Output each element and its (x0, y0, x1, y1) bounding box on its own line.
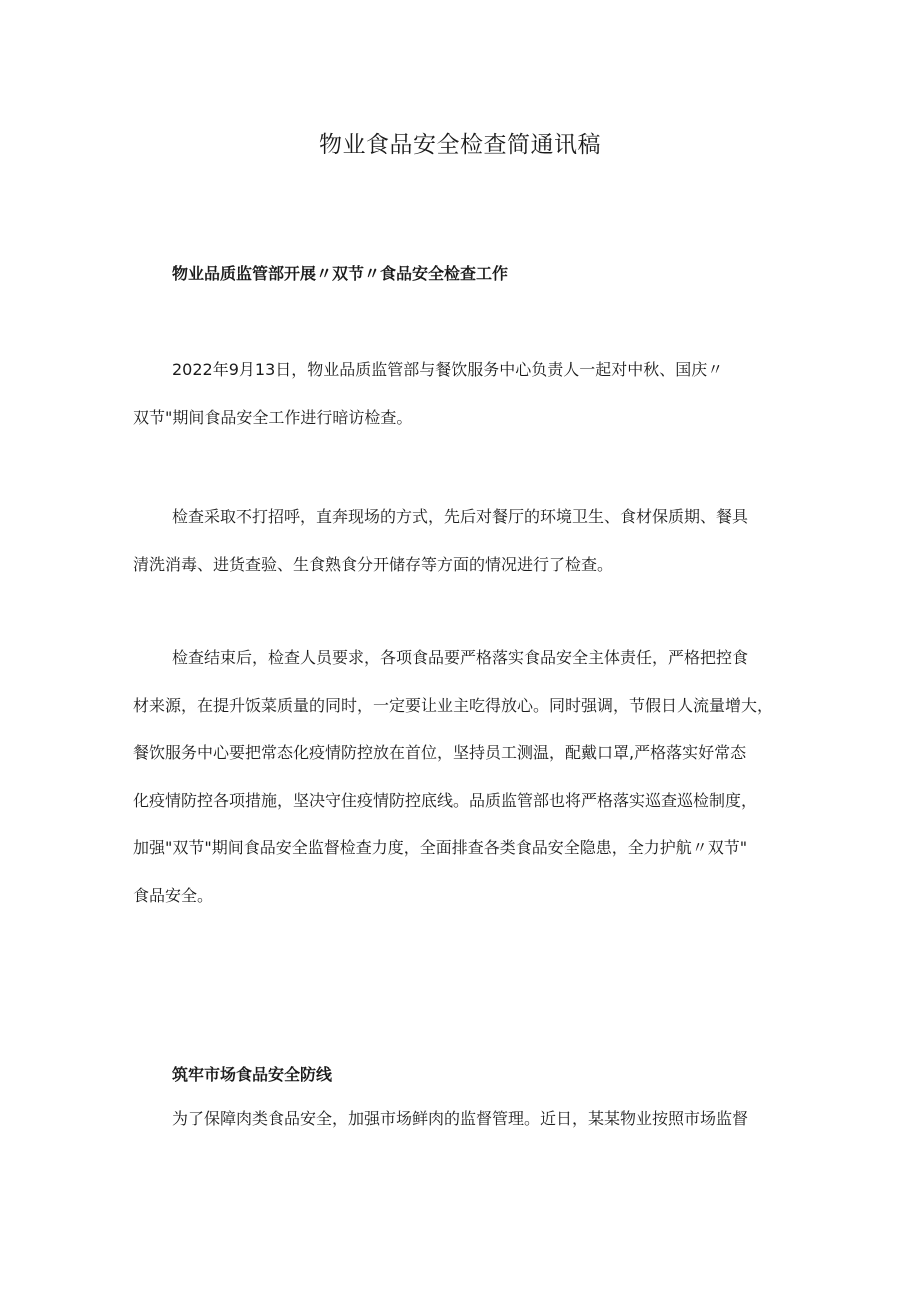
paragraph-line: 食品安全。 (133, 885, 214, 905)
paragraph-inspection-method (133, 493, 813, 588)
paragraph-line: 双节"期间食品安全工作进行暗访检查。 (133, 407, 413, 427)
section-heading-market-safety: 筑牢市场食品安全防线 (172, 1065, 333, 1084)
paragraph-line: 材来源，在提升饭菜质量的同时，一定要让业主吃得放心。同时强调，节假日人流量增大， (133, 695, 774, 715)
paragraph-line: 化疫情防控各项措施，坚决守住疫情防控底线。品质监管部也将严格落实巡查巡检制度， (133, 790, 758, 810)
paragraph-line: 2022年9月13日，物业品质监管部与餐饮服务中心负责人一起对中秋、国庆〃 (172, 360, 724, 379)
paragraph-market-meat (133, 1095, 813, 1143)
paragraph-line: 检查结束后，检查人员要求，各项食品要严格落实食品安全主体责任，严格把控食 (172, 648, 749, 667)
paragraph-inspection-date (133, 346, 813, 441)
paragraph-line: 清洗消毒、进货查验、生食熟食分开储存等方面的情况进行了检查。 (133, 554, 614, 574)
paragraph-inspection-requirements (133, 634, 813, 919)
paragraph-line: 为了保障肉类食品安全，加强市场鲜肉的监督管理。近日，某某物业按照市场监督 (172, 1109, 749, 1128)
document-title: 物业食品安全检查简通讯稿 (319, 132, 601, 158)
section-heading-double-festival: 物业品质监管部开展〃双节〃食品安全检查工作 (172, 264, 509, 283)
paragraph-line: 检查采取不打招呼，直奔现场的方式，先后对餐厅的环境卫生、食材保质期、餐具 (172, 507, 749, 526)
paragraph-line: 加强"双节"期间食品安全监督检查力度，全面排查各类食品安全隐患，全力护航〃双节" (133, 838, 748, 857)
paragraph-line: 餐饮服务中心要把常态化疫情防控放在首位，坚持员工测温，配戴口罩,严格落实好常态 (133, 743, 747, 762)
